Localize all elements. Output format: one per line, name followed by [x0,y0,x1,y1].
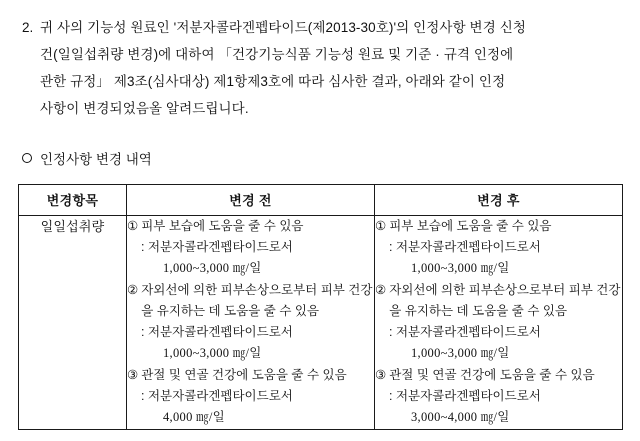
before-item-3-sub: : 저분자콜라겐펩타이드로서 [141,389,293,403]
after-item-1-number: ① [375,219,387,233]
before-item-1-value: 1,000~3,000 ㎎/일 [163,261,262,275]
before-item-2-text: 자외선에 의한 피부손상으로부터 피부 건강을 유지하는 데 도움을 줄 수 있음 [141,283,373,318]
before-item-1-sub: : 저분자콜라겐펩타이드로서 [141,240,293,254]
paragraph-text [40,14,622,122]
before-item-3 [127,365,374,428]
paragraph-line-4: 사항이 변경되었음올 알려드립니다. [40,101,249,116]
table-row [19,216,623,430]
before-item-3-value: 4,000 ㎎/일 [163,410,225,424]
paragraph-number: 2. [22,20,34,35]
before-item-3-number: ③ [127,368,139,382]
table-header-row [19,185,623,216]
paragraph-line-1: 귀 사의 기능성 원료인 '저분자콜라겐펩타이드(제2013-30호)'의 인정사항 변경 신청 [40,20,526,35]
after-item-3 [375,365,622,428]
after-item-2-sub: : 저분자콜라겐펩타이드로서 [389,325,541,339]
cell-after [375,216,623,430]
after-item-2-text: 자외선에 의한 피부손상으로부터 피부 건강을 유지하는 데 도움을 줄 수 있음 [389,283,621,318]
circle-bullet-icon [22,153,32,163]
after-item-1-sub: : 저분자콜라겐펩타이드로서 [389,240,541,254]
after-item-2-number: ② [375,283,387,297]
section-title: 인정사항 변경 내역 [40,152,152,167]
after-item-1 [375,216,622,279]
before-item-2-number: ② [127,283,139,297]
section-heading [22,148,152,168]
before-item-2-value: 1,000~3,000 ㎎/일 [163,346,262,360]
before-item-2-sub: : 저분자콜라겐펩타이드로서 [141,325,293,339]
header-item: 변경항목 [19,185,127,216]
header-before: 변경 전 [127,185,375,216]
header-after: 변경 후 [375,185,623,216]
after-item-3-text: 관절 및 연골 건강에 도움을 줄 수 있음 [389,368,595,382]
before-item-1-number: ① [127,219,139,233]
before-item-2 [127,280,374,364]
notice-paragraph [22,14,622,122]
row-label-daily-intake: 일일섭취량 [19,216,127,430]
after-item-2 [375,280,622,364]
before-item-1 [127,216,374,279]
change-details-table [18,184,623,430]
after-item-1-text: 피부 보습에 도움을 줄 수 있음 [389,219,552,233]
after-item-3-number: ③ [375,368,387,382]
before-item-1-text: 피부 보습에 도움을 줄 수 있음 [141,219,304,233]
after-item-3-value: 3,000~4,000 ㎎/일 [411,410,510,424]
cell-before [127,216,375,430]
paragraph-line-2: 건(일일섭취량 변경)에 대하여 「건강기능식품 기능성 원료 및 기준 · 규격 인정에 [40,47,514,62]
after-item-1-value: 1,000~3,000 ㎎/일 [411,261,510,275]
before-item-3-text: 관절 및 연골 건강에 도움을 줄 수 있음 [141,368,347,382]
after-item-2-value: 1,000~3,000 ㎎/일 [411,346,510,360]
after-item-3-sub: : 저분자콜라겐펩타이드로서 [389,389,541,403]
paragraph-line-3: 관한 규정」 제3조(심사대상) 제1항제3호에 따라 심사한 결과, 아래와 같이 인정 [40,74,506,89]
